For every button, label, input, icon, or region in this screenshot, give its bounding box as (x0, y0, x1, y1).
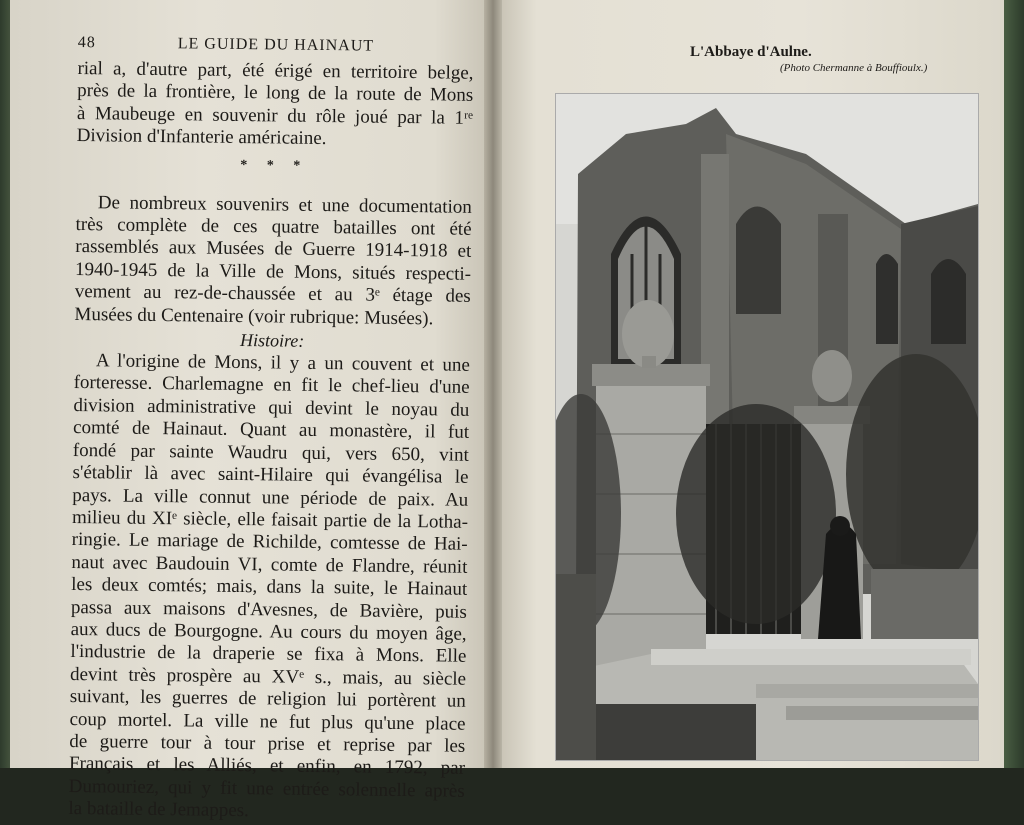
page-number: 48 (77, 33, 96, 52)
text-line: 1940-1945 de la Ville de Mons, situés respecti- (74, 258, 472, 285)
text-line: passa aux maisons d'Avesnes, de Bavière, puis (70, 596, 468, 623)
text-line: Français et les Alliés, et enfin, en 1792, par (68, 753, 466, 780)
text-line: vement au rez-de-chaussée et au 3ᵉ étage des (74, 281, 471, 308)
page-header (78, 28, 474, 63)
section-heading: Histoire: (239, 330, 305, 351)
text-line: Dumouriez, qui y fit une entrée solennelle après (68, 775, 465, 802)
text-line: pays. La ville connut une période de paix. Au (72, 484, 469, 511)
text-line: de guerre tour à tour prise et reprise par les (69, 730, 466, 757)
text-line: les deux comtés; mais, dans la suite, le Hainaut (71, 574, 468, 600)
text-line: s'établir là avec saint-Hilaire qui évangélisa le (72, 462, 469, 488)
photo-caption-title: L'Abbaye d'Aulne. (690, 44, 812, 60)
running-title: LE GUIDE DU HAINAUT (177, 35, 375, 55)
text-line: A l'origine de Mons, il y a un couvent et une (95, 350, 471, 376)
text-line: milieu du XIᵉ siècle, elle faisait partie de la Lotha- (71, 506, 469, 533)
text-line: aux ducs de Bourgogne. Au cours du moyen âge, (70, 618, 467, 645)
abbey-photograph (556, 94, 978, 760)
text-line: très complète de ces quatre batailles ont été (75, 214, 472, 240)
text-line: comté de Hainaut. Quant au monastère, il fut (72, 417, 470, 444)
text-line: rassemblés aux Musées de Guerre 1914-1918 et (75, 236, 472, 263)
text-line: devint très prospère au XVᵉ s., mais, au siècle (69, 663, 467, 690)
text-line: la bataille de Jemappes. (68, 798, 250, 822)
text-line: coup mortel. La ville ne fut plus qu'une place (69, 708, 466, 735)
text-line: fondé par sainte Waudru qui, vers 650, vint (72, 439, 469, 466)
section-separator: * * * (240, 157, 309, 174)
text-line: l'industrie de la draperie se fixa à Mons. Elle (70, 641, 467, 668)
text-line: De nombreux souvenirs et une documentation (97, 191, 472, 218)
text-line: près de la frontière, le long de la route de Mons (77, 80, 474, 107)
text-line: division administrative qui devint le noyau du (73, 394, 470, 421)
left-page-text (68, 28, 474, 825)
text-line: Musées du Centenaire (voir rubrique: Musées). (74, 303, 434, 330)
text-line: rial a, d'autre part, été érigé en territoire belge, (77, 57, 474, 84)
text-line: à Maubeuge en souvenir du rôle joué par la 1ʳᵉ (76, 102, 474, 129)
book-gutter (484, 0, 502, 768)
text-line: naut avec Baudouin VI, comte de Flandre, réunit (71, 551, 468, 578)
text-line: ringie. Le mariage de Richilde, comtesse de Hai- (71, 529, 468, 556)
text-line: Division d'Infanterie américaine. (76, 125, 327, 150)
text-line: forteresse. Charlemagne en fit le chef-lieu d'une (73, 372, 470, 399)
text-line: suivant, les guerres de religion lui portèrent un (69, 686, 466, 712)
photo-credit: (Photo Chermanne à Bouffioulx.) (780, 62, 928, 74)
